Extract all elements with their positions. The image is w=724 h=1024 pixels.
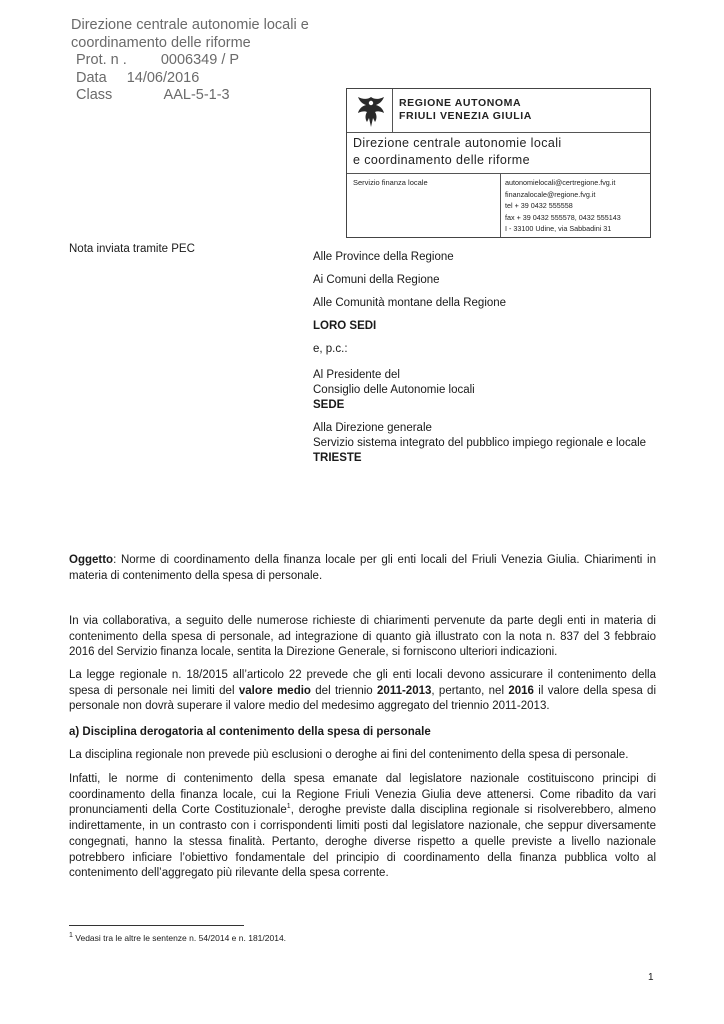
p2-b1: valore medio <box>238 684 311 697</box>
servizio-name: Servizio finanza locale <box>353 178 428 187</box>
region-line2: FRIULI VENEZIA GIULIA <box>399 110 532 122</box>
footnote-ref: 1 <box>286 803 291 811</box>
contact-email: finanzalocale@regione.fvg.it <box>505 189 596 199</box>
recipient-trieste: TRIESTE <box>313 452 362 464</box>
body-paragraph-4 <box>69 772 656 882</box>
stamp-office-line2: coordinamento delle riforme <box>71 34 251 51</box>
stamp-date <box>71 70 309 88</box>
footnote-rule <box>69 925 244 926</box>
recipient-comuni: Ai Comuni della Regione <box>313 274 440 286</box>
p4-t2: , deroghe previste dalla disciplina regionale si risolverebbero, almeno indirettamente, in un contrasto con i corrispondenti limiti posti dal legislatore nazionale, che seppur diversamente congegnati, hanno la stessa finalità. Pertanto, deroghe diverse rispetto a quelle previste a livello nazionale potrebbero inficiare l’obiettivo fondamentale del principio di coordinamento della finanza pubblica volto al contenimento dell’aggregato più rilevante della spesa corrente. <box>69 804 656 880</box>
p2-t4: il valore della spesa di personale non dovrà superare il valore medio del medesimo aggregato del triennio 2011-2013. <box>69 684 656 713</box>
subject <box>69 553 656 584</box>
region-name <box>399 97 532 123</box>
letterhead <box>346 88 651 238</box>
stamp-class-label: Class <box>76 87 113 103</box>
recipient-loro-sedi: LORO SEDI <box>313 320 377 332</box>
stamp-class-value: AAL-5-1-3 <box>163 87 230 103</box>
section-a-heading-text: a) Disciplina derogatoria al contenimento della spesa di personale <box>69 726 431 738</box>
p4-t1: Infatti, le norme di contenimento della spesa emanate dal legislatore nazionale costituiscono principi di coordinamento della finanza locale, cui la Regione Friuli Venezia Giulia deve attenersi. Come ribadito da vari pronunciamenti della Corte Costituzionale <box>69 773 656 817</box>
recipients-block <box>313 250 646 466</box>
footnote-number: 1 <box>69 932 73 940</box>
letterhead-divider-vertical-2 <box>500 173 501 237</box>
letterhead-divider-vertical <box>392 89 393 132</box>
recipient-direzione: Alla Direzione generale <box>313 422 432 434</box>
stamp-protocol <box>71 52 309 70</box>
paragraph-1-text: In via collaborativa, a seguito delle numerose richieste di chiarimenti pervenute da parte degli enti in materia di contenimento della spesa di personale, ad integrazione di quanto già illustrato con la nota n. 837 del 3 febbraio 2016 del Servizio finanza locale, sentita la Direzione Generale, si forniscono ulteriori indicazioni. <box>69 615 656 659</box>
letterhead-divider-1 <box>347 132 650 133</box>
recipient-comunita: Alle Comunità montane della Regione <box>313 297 507 309</box>
recipient-presidente: Al Presidente del <box>313 369 400 381</box>
pec-note: Nota inviata tramite PEC <box>69 243 195 255</box>
recipient-pc: e, p.c.: <box>313 343 348 355</box>
page-number: 1 <box>648 972 654 983</box>
contact-pec: autonomielocali@certregione.fvg.it <box>505 178 616 187</box>
subject-label: Oggetto <box>69 554 114 566</box>
p2-b3: 2016 <box>508 684 534 697</box>
stamp-data-label: Data <box>76 69 107 86</box>
stamp-prot-value: 0006349 / P <box>160 52 240 68</box>
recipient-servizio: Servizio sistema integrato del pubblico impiego regionale e locale <box>313 437 647 449</box>
region-line1: REGIONE AUTONOMA <box>399 97 522 109</box>
direzione-line1: Direzione centrale autonomie locali <box>353 136 562 150</box>
stamp-prot-label: Prot. n . <box>76 52 127 68</box>
contact-block <box>505 177 621 235</box>
section-a-heading <box>69 725 656 741</box>
p2-t1: La legge regionale n. 18/2015 all’articolo 22 prevede che gli enti locali devono assicurare il contenimento della spesa di personale nei limiti del <box>69 669 656 697</box>
body-paragraph-3 <box>69 748 656 764</box>
footnote <box>69 933 286 943</box>
contact-tel: tel + 39 0432 555558 <box>505 201 573 210</box>
recipient-sede: SEDE <box>313 399 345 411</box>
subject-text: : Norme di coordinamento della finanza locale per gli enti locali del Friuli Venezia Giulia. Chiarimenti in materia di contenimento della spesa di personale. <box>69 554 656 582</box>
stamp-class <box>71 87 309 105</box>
letterhead-divider-2 <box>347 173 650 174</box>
protocol-stamp <box>71 17 309 105</box>
p2-t3: , pertanto, nel <box>431 684 509 697</box>
contact-address: I - 33100 Udine, via Sabbadini 31 <box>505 224 612 233</box>
body-paragraph-2 <box>69 668 656 715</box>
body-paragraph-1 <box>69 614 656 661</box>
paragraph-3-text: La disciplina regionale non prevede più esclusioni o deroghe ai fini del contenimento della spesa di personale. <box>69 749 629 761</box>
recipient-provinces: Alle Province della Regione <box>313 251 454 263</box>
stamp-office-line1: Direzione centrale autonomie locali e <box>71 17 309 33</box>
stamp-data-value: 14/06/2016 <box>126 69 200 86</box>
p2-b2: 2011-2013 <box>377 684 432 697</box>
direzione-line2: e coordinamento delle riforme <box>353 153 530 167</box>
recipient-consiglio: Consiglio delle Autonomie locali <box>313 384 475 396</box>
p2-t2: del triennio <box>310 684 378 697</box>
contact-fax: fax + 39 0432 555578, 0432 555143 <box>505 212 621 222</box>
direzione-name <box>353 135 562 169</box>
footnote-text: Vedasi tra le altre le sentenze n. 54/2014 e n. 181/2014. <box>72 933 287 943</box>
eagle-logo-icon <box>354 94 388 130</box>
